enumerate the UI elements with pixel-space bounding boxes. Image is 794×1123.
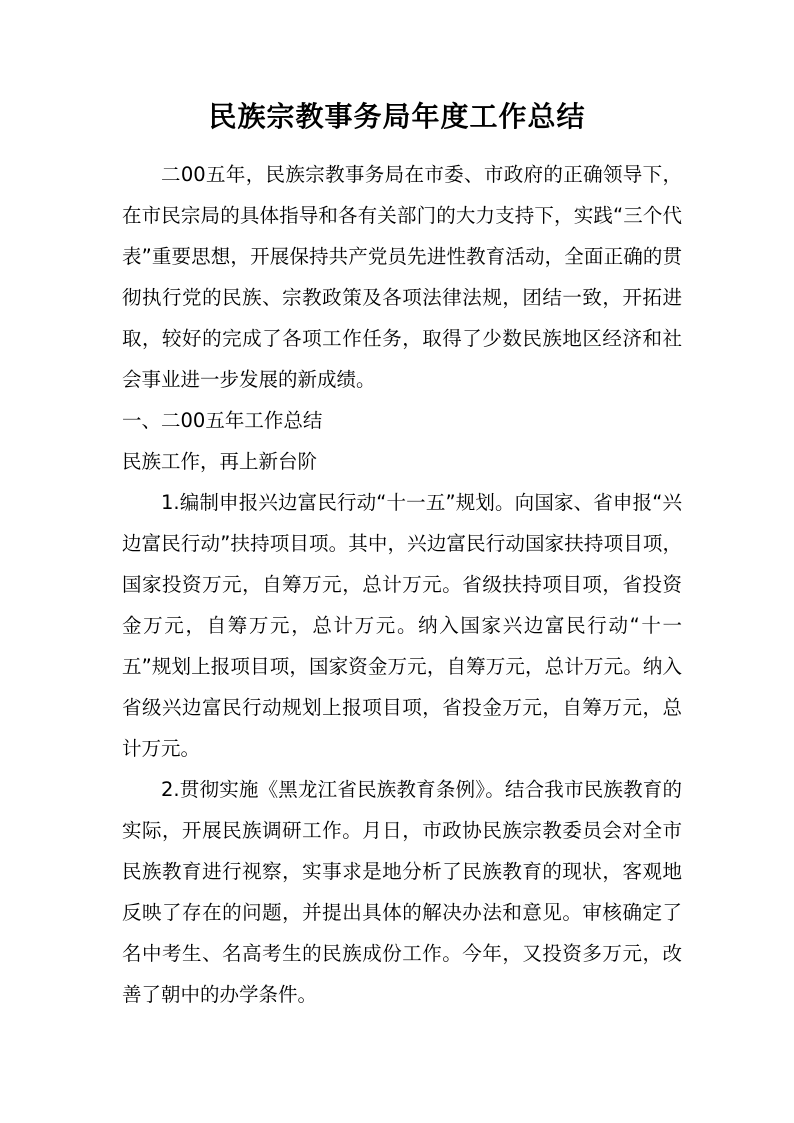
subsection-heading: 民族工作，再上新台阶: [122, 450, 318, 473]
intro-paragraph: 二00五年，民族宗教事务局在市委、市政府的正确领导下，在市民宗局的具体指导和各有关部门的大力支持下，实践“三个代表”重要思想，开展保持共产党员先进性教育活动，全面正确的贯彻执行党的民族、宗教政策及各项法律法规，团结一致，开拓进取，较好的完成了各项工作任务，取得了少数民族地区经济和社会事业进一步发展的新成绩。: [122, 163, 682, 391]
document-title: 民族宗教事务局年度工作总结: [208, 100, 586, 133]
item-2-paragraph: 2.贯彻实施《黑龙江省民族教育条例》。结合我市民族教育的实际，开展民族调研工作。月日，市政协民族宗教委员会对全市民族教育进行视察，实事求是地分析了民族教育的现状，客观地反映了存在的问题，并提出具体的解决办法和意见。审核确定了名中考生、名高考生的民族成份工作。今年，又投资多万元，改善了朝中的办学条件。: [122, 778, 682, 1006]
item-1-paragraph: 1.编制申报兴边富民行动“十一五”规划。向国家、省申报“兴边富民行动”扶持项目项。其中，兴边富民行动国家扶持项目项，国家投资万元，自筹万元，总计万元。省级扶持项目项，省投资金万元，自筹万元，总计万元。纳入国家兴边富民行动“十一五”规划上报项目项，国家资金万元，自筹万元，总计万元。纳入省级兴边富民行动规划上报项目项，省投金万元，自筹万元，总计万元。: [122, 491, 682, 760]
section-heading: 一、二00五年工作总结: [122, 409, 323, 432]
document-body: [122, 154, 682, 1015]
